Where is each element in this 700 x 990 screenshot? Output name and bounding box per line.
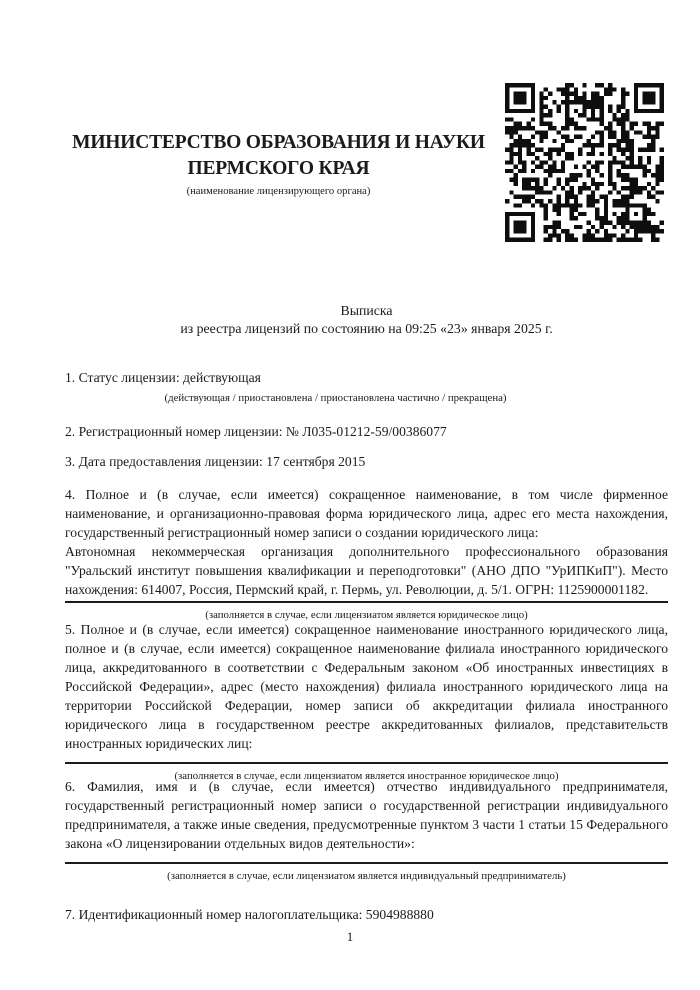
- foreign-entity-question: 5. Полное и (в случае, если имеется) сокращенное наименование иностранного юридического лица, полное и (в случае, если имеется) сокращенное наименование филиала иностранного юридического лица, аккредитованного в соответствии с Федеральным законом «Об иностранных инвестициях в Российской Федерации», адрес (место нахождения) филиала иностранного юридического лица на территории Российской Федерации, номер записи об аккредитации филиала иностранного юридического лица в государственном реестре аккредитованных филиалов, представительств иностранных юридических лиц:: [65, 622, 668, 751]
- page-number: 1: [346, 929, 354, 944]
- document-title: [65, 302, 668, 337]
- fill-line: [65, 862, 668, 864]
- taxpayer-inn-text: 7. Идентификационный номер налогоплательщика: 5904988880: [65, 907, 434, 922]
- grant-date-text: 3. Дата предоставления лицензии: 17 сентября 2015: [65, 454, 366, 469]
- ministry-caption: (наименование лицензирующего органа): [186, 186, 371, 197]
- ministry-header: [30, 130, 527, 198]
- license-status-note: (действующая / приостановлена / приостановлена частично / прекращена): [164, 392, 507, 404]
- license-status-text: 1. Статус лицензии: действующая: [65, 370, 261, 385]
- ministry-name: МИНИСТЕРСТВО ОБРАЗОВАНИЯ И НАУКИ ПЕРМСКОГО КРАЯ: [72, 132, 485, 179]
- document-title-line1: Выписка: [340, 303, 393, 318]
- section-entrepreneur: [65, 777, 668, 883]
- fill-line: [65, 762, 668, 764]
- section-legal-entity: [65, 485, 668, 622]
- qr-code-icon: [505, 83, 664, 242]
- section-license-status: [65, 368, 668, 405]
- section-grant-date: [65, 452, 668, 471]
- foreign-entity-note: (заполняется в случае, если лицензиатом является иностранное юридическое лицо): [174, 770, 559, 782]
- registration-number-text: 2. Регистрационный номер лицензии: № Л035-01212-59/00386077: [65, 424, 447, 439]
- legal-entity-answer: Автономная некоммерческая организация дополнительного профессионального образования "Уральский институт повышения квалификации и переподготовки" (АНО ДПО "УрИПКиП"). Место нахождения: 614007, Россия, Пермский край, г. Пермь, ул. Революции, д. 5/1. ОГРН: 1125900001182.: [65, 544, 668, 597]
- entrepreneur-note: (заполняется в случае, если лицензиатом является индивидуальный предприниматель): [167, 870, 566, 882]
- legal-entity-note: (заполняется в случае, если лицензиатом является юридическое лицо): [205, 609, 528, 621]
- entrepreneur-question: 6. Фамилия, имя и (в случае, если имеется) отчество индивидуального предпринимателя, государственный регистрационный номер записи о государственной регистрации индивидуального предпринимателя, а также иные сведения, предусмотренные пунктом 3 части 1 статьи 15 Федерального закона «О лицензировании отдельных видов деятельности»:: [65, 779, 668, 851]
- section-foreign-entity: [65, 620, 668, 783]
- document-title-line2: из реестра лицензий по состоянию на 09:25 «23» января 2025 г.: [180, 320, 553, 336]
- section-taxpayer-inn: [65, 905, 668, 924]
- fill-line: [65, 601, 668, 603]
- section-registration-number: [65, 422, 668, 441]
- legal-entity-question: 4. Полное и (в случае, если имеется) сокращенное наименование, в том числе фирменное наименование, и организационно-правовая форма юридического лица, адрес его места нахождения, государственный регистрационный номер записи о создании юридического лица:: [65, 487, 668, 540]
